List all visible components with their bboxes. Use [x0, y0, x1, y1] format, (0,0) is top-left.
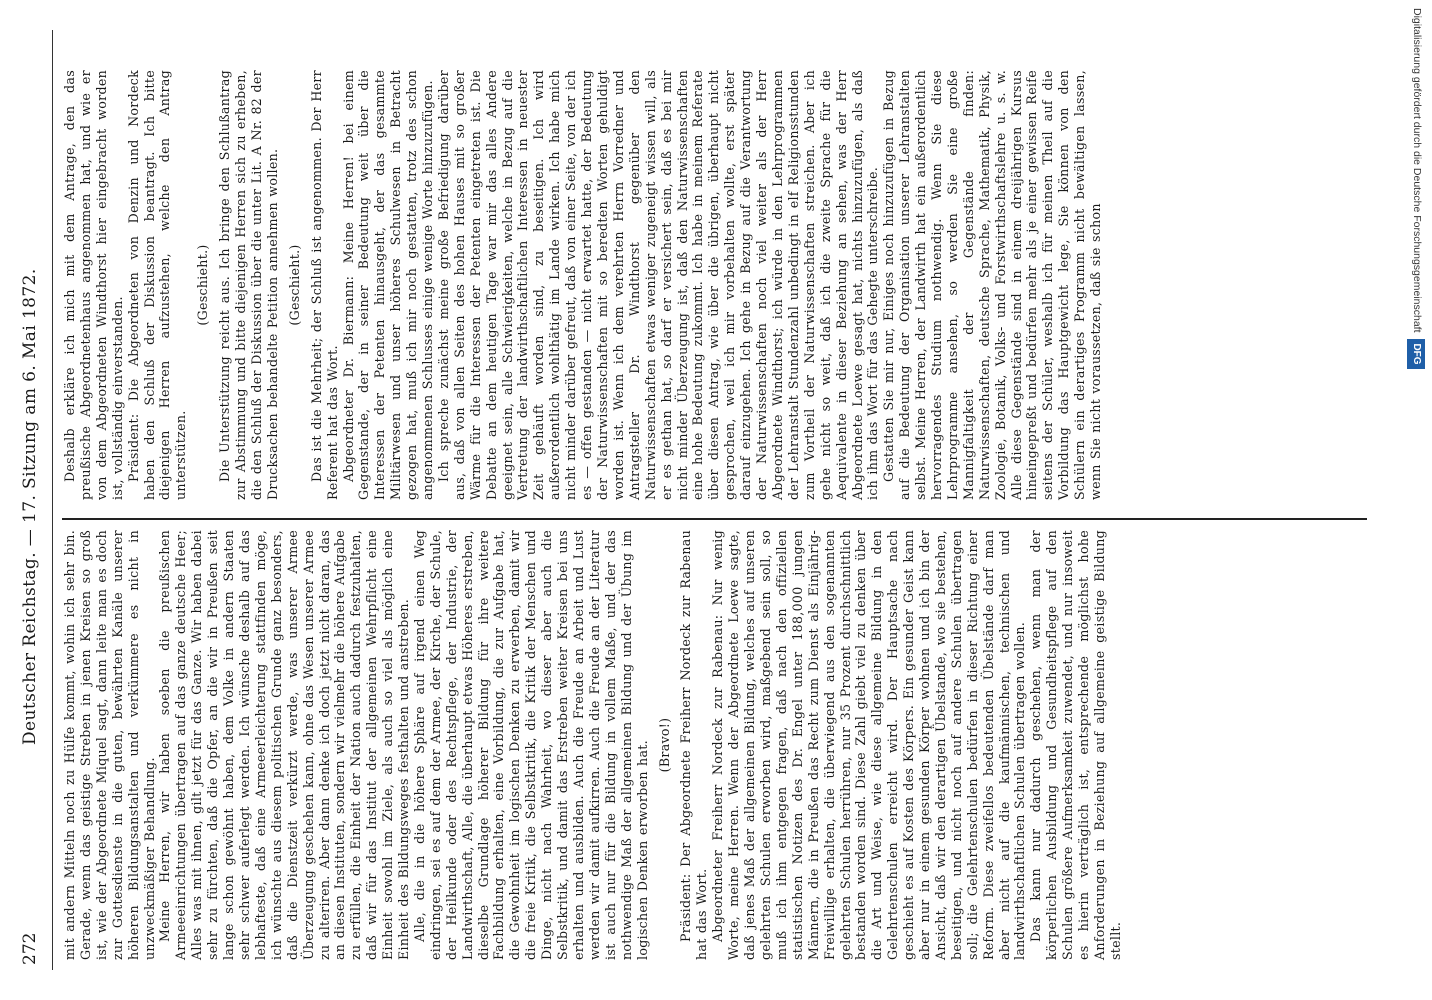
paragraph: mit andern Mitteln noch zu Hülfe kommt, wohin ich sehr bin. Gerade, wenn das geistige Streben in jenen Kreisen so groß ist, wie der Abgeordnete Miquel sagt, dann leite man es doch zur Gottesdienste in die guten, bewährten Kanäle unserer höheren Bildungsanstalten und verkümmere es nicht in unzweckmäßiger Behandlung. — [62, 530, 157, 960]
paragraph: Gestatten Sie mir nur, Einiges noch hinzuzufügen in Bezug auf die Bedeutung der Organisation unserer Lehranstalten selbst. Meine Herren, der Landwirth hat ein außerordentlich hervorragendes Studium nothwendig. Wenn Sie diese Lehrprogramme ansehen, so werden Sie eine große Mannigfaltigkeit der Gegenstände finden: Naturwissenschaften, deutsche Sprache, Mathematik, Physik, Zoologie, Botanik, Volks- und Forstwirthschaftslehre u. s. w. Alle diese Gegenstände sind in einem dreijährigen Kursus hineingepreßt und bedürfen mehr als je einer gewissen Reife seitens der Schüler, weshalb ich für meinen Theil auf die Vorbildung das Hauptgewicht lege, Sie können von den Schülern ein derartiges Programm nicht bewältigen lassen, wenn Sie nicht voraussetzen, daß sie schon — [881, 70, 1104, 500]
paragraph: Meine Herren, wir haben soeben die preußischen Armeeeinrichtungen übertragen auf das ganze deutsche Heer; Alles was mit ihnen, gilt jetzt für das Ganze. Wir haben dabei sehr zu fürchten, daß die Opfer, an die wir in Preußen seit lange schon gewöhnt haben, dem Volke in andern Staaten sehr schwer auferlegt werden. Ich wünsche deshalb auf das lebhafteste, daß eine Armeeerleichterung stattfinden möge, ich wünschte aus diesem politischen Grunde ganz besonders, daß die Dienstzeit verkürzt werde, was unserer Armee Überzeugung geschehen kann, ohne das Wesen unserer Armee zu alteriren. Aber dann denke ich doch jetzt nicht daran, das an diesen Instituten, sondern wir vielmehr die höhere Aufgabe zu erfüllen, die Einheit der Nation auch dadurch festzuhalten, daß wir für das Institut der allgemeinen Wehrpflicht eine Einheit sowohl im Ziele, als auch so viel als möglich eine Einheit des Bildungsweges festhalten und anstreben. — [157, 530, 412, 960]
digitization-note — [1386, 8, 1426, 998]
running-title: Deutscher Reichstag. — 17. Sitzung am 6. Mai 1872. — [20, 268, 40, 745]
column-divider — [62, 518, 1367, 520]
stage-direction: (Geschieht.) — [195, 244, 211, 326]
paragraph: Die Unterstützung reicht aus. Ich bringe den Schlußantrag zur Abstimmung und bitte diejenigen Herren sich zu erheben, die den Schluß der Diskussion über die unter Lit. A Nr. 82 der Drucksachen behandelte Petition annehmen wollen. — [217, 70, 280, 500]
paragraph: Das kann nur dadurch geschehen, wenn man der körperlichen Ausbildung und Gesundheitspflege auf den Schulen größere Aufmerksamkeit zuwendet, und nur insoweit es hierin verträglich ist, entsprechende möglichst hohe Anforderungen in Beziehung auf allgemeine geistige Bildung stellt. — [1028, 530, 1123, 960]
right-column — [62, 70, 1104, 500]
paragraph: Präsident: Die Abgeordneten von Denzin und Nordeck haben den Schluß der Diskussion beantragt. Ich bitte diejenigen Herren aufzustehen, welche den Antrag unterstützen. — [125, 70, 189, 500]
digitization-text: Digitalisierung gefördert durch die Deutsche Forschungsgemeinschaft — [1411, 8, 1423, 333]
page-header — [20, 30, 50, 965]
paragraph: Ich spreche zunächst meine große Befriedigung darüber aus, daß von allen Seiten des hohen Hauses mit so großer Wärme für die Interessen der Petenten eingetreten ist. Die Debatte an dem heutigen Tage war mir das alles Andere geeignet sein, alle Schwierigkeiten, welche in Bezug auf die Vertretung der landwirthschaftlichen Interessen in neuester Zeit gehäuft worden sind, zu beseitigen. Ich wird außerordentlich wohlthätig im Lande wirken. Ich habe mich nicht minder darüber gefreut, daß von einer Seite, von der ich es — offen gestanden — nicht erwartet hatte, der Bedeutung der Naturwissenschaften mit so beredten Worten gehuldigt worden ist. Wenn ich dem verehrten Herrn Vorredner und Antragsteller Dr. Windthorst gegenüber den Naturwissenschaften etwas weniger zugeneigt wissen will, als er es gethan hat, so darf er versichert sein, daß es bei mir nicht minder Überzeugung ist, daß den Naturwissenschaften eine hohe Bedeutung zukommt. Ich habe in meinem Referate über diesen Antrag, wie über die übrigen, überhaupt nicht gesprochen, weil ich mir vorbehalten wollte, erst später darauf einzugehen. Ich gehe in Bezug auf die Verantwortung der Naturwissenschaften noch viel weiter als der Herr Abgeordnete Windthorst; ich würde in den Lehrprogrammen der Lehranstalt Stundenzahl unbedingt in elf Religionsstunden zum Vortheil der Naturwissenschaften streichen. Aber ich gehe nicht so weit, daß ich die zweite Sprache für die Aequivalente in dieser Beziehung an sehen, was der Herr Abgeordnete Loewe gesagt hat, nichts hinzuzufügen, als daß ich ihm das Wort für das Gehegte unterschreibe. — [435, 70, 881, 500]
stage-direction: (Geschieht.) — [286, 244, 302, 326]
paragraph: Abgeordneter Dr. Biermann: Meine Herren! bei einem Gegenstande, der in seiner Bedeutung weit über die Interessen der Petenten hinausgeht, der das gesammte Militärwesen und unser höheres Schulwesen in Betracht gezogen hat, muß ich mir noch gestatten, trotz des schon angenommenen Schlusses einige wenige Worte hinzuzufügen. — [340, 70, 436, 500]
paragraph: Abgeordneter Freiherr Nordeck zur Rabenau: Nur wenig Worte, meine Herren. Wenn der Abgeordnete Loewe sagte, daß jenes Maß der allgemeinen Bildung, welches auf unseren gelehrten Schulen erworben wird, maßgebend sein soll, so muß ich ihm entgegen fragen, daß nach den offiziellen statistischen Notizen des Dr. Engel unter 188,000 jungen Männern, die in Preußen das Recht zum Dienst als Einjährig-Freiwillige erhalten, die überwiegend aus den sogenannten gelehrten Schulen herrühren, nur 35 Prozent durchschnittlich bestanden worden sind. Diese Zahl giebt viel zu denken über die Art und Weise, wie diese allgemeine Bildung in den Gelehrtenschulen erreicht wird. Der Hauptsache nach geschieht es auf Kosten des Körpers. Ein gesunder Geist kann aber nur in einem gesunden Körper wohnen und ich bin der Ansicht, daß wir den derartigen Übelstande, wo sie bestehen, beseitigen, und nicht noch auf andere Schulen übertragen soll; die Gelehrtenschulen bedürfen in dieser Richtung einer Reform. Diese zweifellos bedeutenden Übelstände darf man aber nicht auf die kaufmännischen, technischen und landwirthschaftlichen Schulen übertragen wollen. — [710, 530, 1028, 960]
left-column — [62, 530, 1124, 960]
paragraph: Alle, die in die höhere Sphäre auf irgend einen Weg eindringen, sei es auf dem der Armee, der Kirche, der Schule, der Heilkunde oder des Rechtspflege, der Industrie, der Landwirthschaft, Alle, die überhaupt etwas Höheres erstreben, dieselbe Grundlage höherer Bildung für ihre weitere Fachbildung erhalten, eine Vorbildung, die zur Aufgabe hat, die Gewohnheit im logischen Denken zu erwerben, damit wir die freie Kritik, die Selbstkritik, die Kritik der Menschen und Dinge, nicht nach Wahrheit, wo dieser aber auch die Selbstkritik, und damit das Erstreben weiter Kreisen bei uns erhalten und ausbilden. Auch die Freude an Arbeit und Lust werden wir damit aufkirren. Auch die Freude an der Literatur ist auch nur für die Bildung in vollem Maße, und der das nothwendige Maß der allgemeinen Bildung und der Übung im logischen Denken erworben hat. — [411, 530, 650, 960]
paragraph: Deshalb erkläre ich mich mit dem Antrage, den das preußische Abgeordnetenhaus angenommen hat, und wie er von dem Abgeordneten Windthorst hier eingebracht worden ist, vollständig einverstanden. — [62, 70, 125, 500]
stage-direction: (Bravo!) — [656, 717, 672, 773]
paragraph: Das ist die Mehrheit; der Schluß ist angenommen. Der Herr Referent hat das Wort. — [308, 70, 340, 500]
dfg-logo: DFG — [1407, 339, 1425, 368]
page-number: 272 — [20, 932, 40, 965]
header-rule — [52, 30, 53, 970]
digitization-text-line — [1386, 8, 1426, 998]
paragraph: Präsident: Der Abgeordnete Freiherr Nordeck zur Rabenau hat das Wort. — [678, 530, 710, 960]
